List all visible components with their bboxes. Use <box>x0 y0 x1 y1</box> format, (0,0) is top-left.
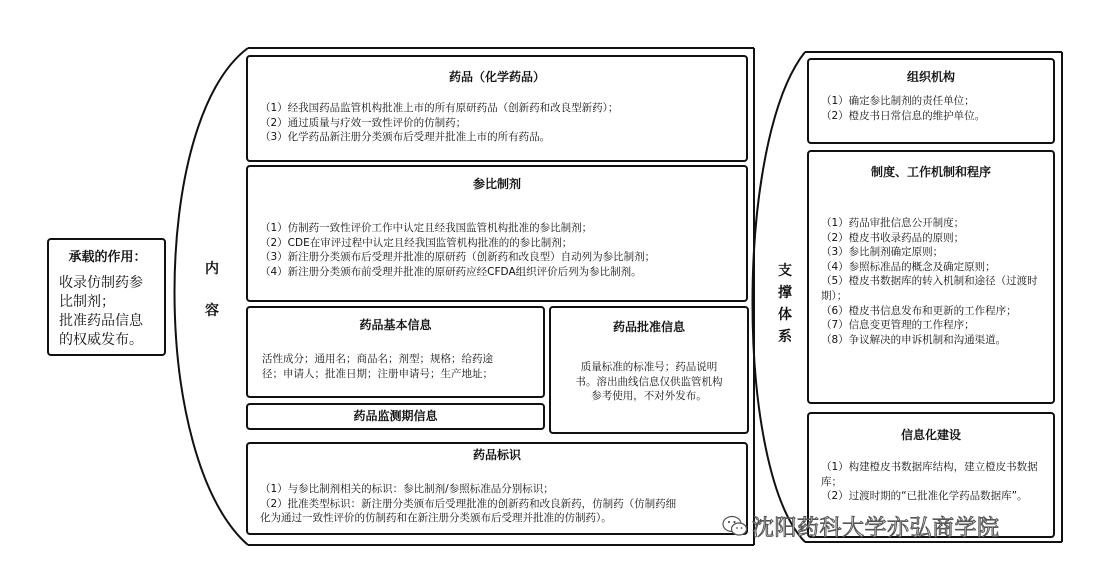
watermark-text: 沈阳药科大学亦弘商学院 <box>752 516 1000 541</box>
reference-title: 参比制剂 <box>472 177 521 191</box>
reference-item: （4）新注册分类颁布前受理并批准的原研药应经CFDA组织评价后列为参比制剂。 <box>260 265 642 278</box>
system-line: （4）参照标准品的概念及确定原则； <box>821 260 996 273</box>
drug-box <box>246 55 748 162</box>
reference-item: （3）新注册分类颁布后受理并批准的原研药（创新药和改良型）自动列为参比制剂； <box>260 251 656 264</box>
role-line: 比制剂； <box>59 294 115 310</box>
system-line: （2）橙皮书收录药品的原则； <box>821 231 965 244</box>
basic-info-line: 活性成分；通用名；商品名；剂型；规格；给药途 <box>262 353 493 365</box>
basic-info-title: 药品基本信息 <box>359 318 432 332</box>
drug-item: （2）通过质量与疗效一致性评价的仿制药； <box>260 116 467 129</box>
role-box <box>47 238 166 356</box>
org-box <box>807 58 1055 144</box>
role-title: 承载的作用： <box>68 250 147 265</box>
marking-title: 药品标识 <box>472 448 521 462</box>
informatization-line: （1）构建橙皮书数据库结构，建立橙皮书数据 <box>821 461 1038 473</box>
role-line: 批准药品信息 <box>59 313 143 329</box>
support-label-char: 支 <box>778 263 792 279</box>
org-item: （2）橙皮书日常信息的维护单位。 <box>821 109 986 122</box>
monitor-box <box>246 403 545 430</box>
support-label-char: 系 <box>778 329 792 345</box>
system-title: 制度、工作机制和程序 <box>870 165 991 179</box>
approval-info-line: 书。溶出曲线信息仅供监管机构 <box>575 375 723 388</box>
system-line: （1）药品审批信息公开制度； <box>821 217 965 229</box>
approval-info-box <box>549 306 749 434</box>
marking-line: （1）与参比制剂相关的标识：参比制剂/参照标准品分别标识； <box>260 483 554 495</box>
role-line: 的权威发布。 <box>59 332 143 348</box>
org-title: 组织机构 <box>906 70 955 84</box>
system-line: 期）； <box>821 289 848 302</box>
approval-info-title: 药品批准信息 <box>612 320 685 334</box>
reference-item: （2）CDE在审评过程中认定且经我国监管机构批准的的参比制剂； <box>260 236 573 249</box>
reference-box <box>246 165 748 302</box>
informatization-title: 信息化建设 <box>900 428 961 442</box>
approval-info-line: 参考使用，不对外发布。 <box>591 390 707 403</box>
role-line: 收录仿制药参 <box>59 275 143 291</box>
monitor-title: 药品监测期信息 <box>353 409 438 423</box>
marking-box <box>246 442 748 535</box>
system-line: （3）参比制剂确定原则； <box>821 246 944 259</box>
reference-item: （1）仿制药一致性评价工作中认定且经我国监管机构批准的参比制剂； <box>260 222 593 234</box>
basic-info-line: 径；申请人；批准日期；注册申请号；生产地址； <box>262 367 493 380</box>
org-item: （1）确定参比制剂的责任单位； <box>821 95 975 107</box>
basic-info-box <box>246 306 545 398</box>
wechat-icon <box>722 515 748 537</box>
support-label <box>778 260 792 348</box>
system-line: （8）争议解决的申诉机制和沟通渠道。 <box>821 333 1007 346</box>
drug-title: 药品（化学药品） <box>448 70 545 84</box>
support-label-char: 撑 <box>778 285 792 301</box>
marking-line: （2）批准类型标识：新注册分类颁布后受理批准的创新药和改良新药，仿制药（仿制药细 <box>260 497 677 510</box>
marking-line: 化为通过一致性评价的仿制药和在新注册分类颁布后受理并批准的仿制药）。 <box>260 512 612 525</box>
approval-info-line: 质量标准的标准号；药品说明 <box>580 361 718 373</box>
system-line: （5）橙皮书数据库的转入机制和途径（过渡时 <box>821 275 1038 288</box>
informatization-line: （2）过渡时期的“已批准化学药品数据库”。 <box>821 490 1028 503</box>
drug-item: （1）经我国药品监管机构批准上市的所有原研药品（创新药和改良型新药）； <box>260 102 619 114</box>
content-label-char: 内 <box>205 261 219 277</box>
informatization-line: 库； <box>821 475 842 488</box>
system-line: （6）橙皮书信息发布和更新的工作程序； <box>821 304 1017 317</box>
content-label <box>205 258 219 322</box>
drug-item: （3）化学药品新注册分类颁布后受理并批准上市的所有药品。 <box>260 131 551 144</box>
system-line: （7）信息变更管理的工作程序； <box>821 319 975 332</box>
support-label-char: 体 <box>778 307 792 323</box>
content-label-char: 容 <box>205 303 219 319</box>
system-box <box>807 150 1055 404</box>
